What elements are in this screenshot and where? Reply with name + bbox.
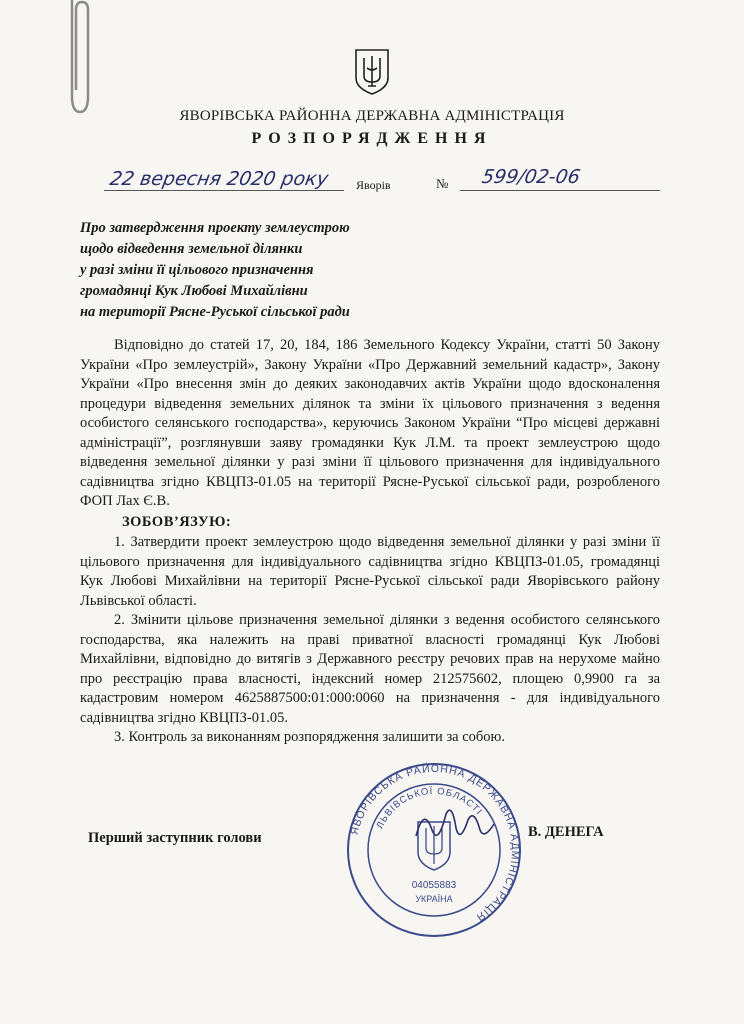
signatory-position: Перший заступник голови bbox=[88, 830, 262, 846]
subject-block bbox=[80, 218, 440, 323]
handwritten-number: 599/02-06 bbox=[480, 166, 582, 188]
date-underline bbox=[104, 190, 344, 191]
city-label: Яворів bbox=[356, 178, 391, 192]
document-type-title: РОЗПОРЯДЖЕННЯ bbox=[251, 130, 493, 147]
signatory-name: В. ДЕНЕГА bbox=[528, 824, 604, 840]
number-underline bbox=[460, 190, 660, 191]
preamble-paragraph: Відповідно до статей 17, 20, 184, 186 Земельного Кодексу України, статті 50 Закону України «Про землеустрій», Закону України «Про Державний земельний кадастр», Закону України «Про внесення змін до деяких законодавчих актів України щодо вдосконалення процедури відведення земельних ділянок та зміни їх цільового призначення з ведення особистого селянського господарства», керуючись Законом України “Про місцеві державні адміністрації”, розглянувши заяву громадянки Кук Л.М. та проект землеустрою щодо відведення земельної ділянки у разі зміни її цільового призначення для індивідуального садівництва згідно КВЦПЗ-01.05 на території Рясне-Руської сільської ради, розробленого ФОП Лах Є.В. bbox=[80, 337, 660, 509]
subject-line: щодо відведення земельної ділянки bbox=[80, 241, 303, 257]
stamp-inner-text: ЛЬВІВСЬКОЇ ОБЛАСТІ bbox=[374, 785, 485, 831]
document-body bbox=[80, 336, 660, 748]
stamp-outer-text: ЯВОРІВСЬКА РАЙОННА ДЕРЖАВНА АДМІНІСТРАЦІЯ bbox=[348, 762, 522, 924]
date-number-row bbox=[0, 168, 744, 198]
stamp-code: 04055883 bbox=[411, 880, 457, 891]
order-heading: ЗОБОВ’ЯЗУЮ: bbox=[122, 513, 232, 530]
paper-clip-icon bbox=[58, 0, 98, 120]
official-stamp bbox=[344, 760, 524, 940]
handwritten-signature bbox=[410, 800, 500, 850]
organization-name: ЯВОРІВСЬКА РАЙОННА ДЕРЖАВНА АДМІНІСТРАЦІЯ bbox=[179, 108, 565, 124]
order-item: 3. Контроль за виконанням розпорядження залишити за собою. bbox=[114, 729, 505, 745]
order-item: 2. Змінити цільове призначення земельної ділянки з ведення особистого селянського господарства, яка належить на праві приватної власності громадянці Кук Любові Михайлівни, відповідно до витягів з Державного реєстру речових прав на нерухоме майно про реєстрацію права власності, індексний номер 212575602, площею 0,9900 га за кадастровим номером 4625887500:01:000:0060 на призначення - для індивідуального садівництва згідно КВЦПЗ-01.05. bbox=[80, 612, 660, 726]
trident-emblem-icon bbox=[352, 48, 392, 96]
subject-line: на території Рясне-Руської сільської ради bbox=[80, 304, 350, 320]
order-item: 1. Затвердити проект землеустрою щодо відведення земельної ділянки у разі зміни її цільового призначення для індивідуального садівництва згідно КВЦПЗ-01.05, громадянці Кук Любові Михайлівни на території Рясне-Руської сільської ради Яворівського району Львівської області. bbox=[80, 534, 660, 609]
subject-line: громадянці Кук Любові Михайлівни bbox=[80, 283, 308, 299]
subject-line: Про затвердження проекту землеустрою bbox=[80, 220, 350, 236]
handwritten-date: 22 вересня 2020 року bbox=[108, 168, 330, 190]
stamp-country: УКРАЇНА bbox=[415, 894, 453, 904]
number-sign: № bbox=[436, 176, 449, 191]
subject-line: у разі зміни її цільового призначення bbox=[80, 262, 314, 278]
